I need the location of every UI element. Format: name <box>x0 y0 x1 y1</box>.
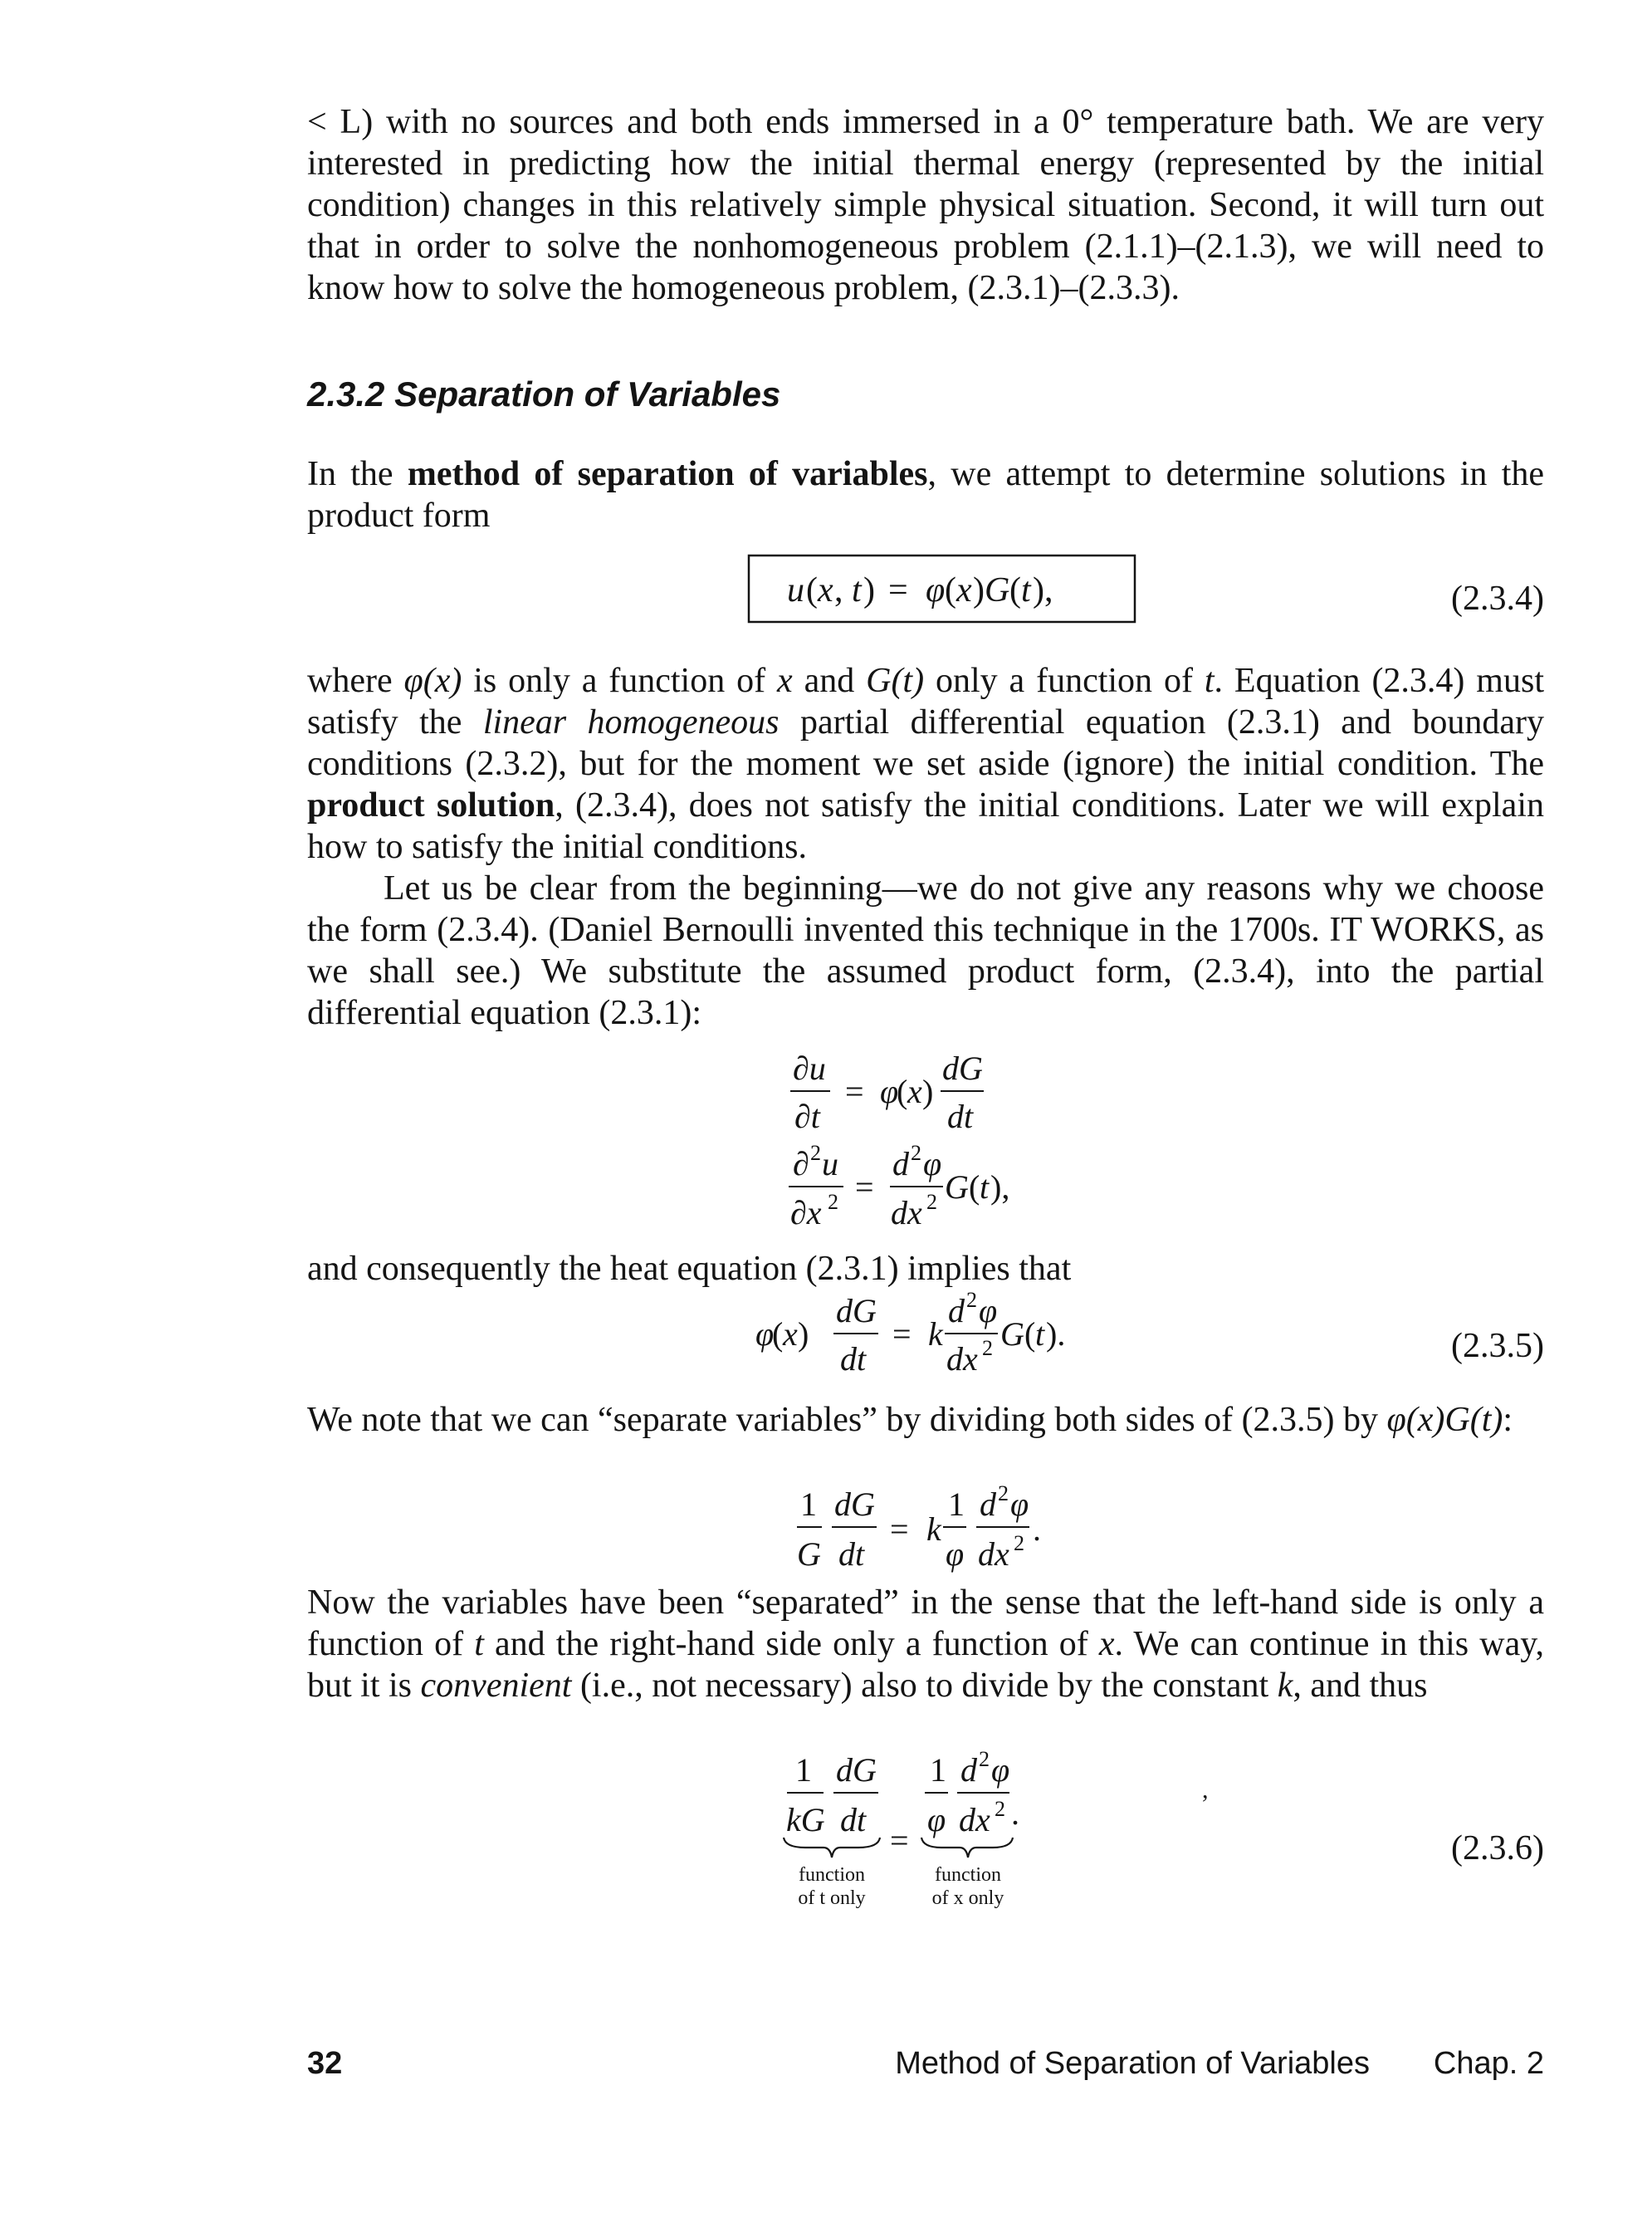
svg-text:φ: φ <box>946 1535 965 1573</box>
equation-number: (2.3.5) <box>1451 1327 1544 1365</box>
underbrace-right-line1: function <box>935 1864 1001 1886</box>
clear-paragraph: Let us be clear from the beginning—we do not give any reasons why we choose the form (2.3.4). (Daniel Bernoulli invented this technique in the 1700s. IT WORKS, as we shall see.) We substitute the assumed product form, (2.3.4), into the partial differential equation (2.3.1): <box>307 869 1544 1032</box>
underbrace-left-line2: of t only <box>798 1887 866 1909</box>
svg-text:=: = <box>888 571 908 609</box>
svg-text:),: ), <box>990 1168 1010 1206</box>
svg-text:.: . <box>1011 1794 1019 1832</box>
svg-text:1: 1 <box>800 1486 817 1523</box>
svg-text:=: = <box>845 1073 864 1110</box>
svg-text:(: ( <box>1024 1315 1036 1353</box>
svg-text:G: G <box>985 571 1010 609</box>
svg-text:dG: dG <box>836 1751 877 1789</box>
svg-text:=: = <box>855 1168 874 1206</box>
svg-text:∂u: ∂u <box>793 1050 826 1087</box>
svg-text:∂x: ∂x <box>790 1194 822 1231</box>
svg-text:2: 2 <box>810 1141 821 1165</box>
svg-text:(: ( <box>1009 571 1021 609</box>
svg-text:).: ). <box>1046 1315 1066 1353</box>
equation-number: (2.3.6) <box>1451 1829 1544 1867</box>
svg-text:u: u <box>822 1145 838 1182</box>
underbrace-right-line2: of x only <box>931 1887 1004 1909</box>
chapter-label: Chap. 2 <box>1433 2046 1544 2081</box>
section-heading: 2.3.2 Separation of Variables <box>307 374 781 414</box>
svg-text:): ) <box>973 571 985 609</box>
svg-text:x: x <box>956 571 972 609</box>
equation-2-3-4 <box>307 555 1544 638</box>
svg-text:(: ( <box>806 571 818 609</box>
intro-text: < L) with no sources and both ends immersed in a 0° temperature bath. We are very interested in predicting how the initial thermal energy (represented by the initial condition) changes in this relatively simple physical situation. Second, it will turn out that in order to solve the nonhomogeneous problem (2.1.1)–(2.1.3), we will need to know how to solve the homogeneous problem, (2.3.1)–(2.3.3). <box>307 103 1544 307</box>
term-linear-homogeneous: linear homogeneous <box>482 703 780 742</box>
svg-text:=: = <box>892 1315 912 1353</box>
svg-text:2: 2 <box>982 1336 993 1360</box>
svg-text:φ: φ <box>927 1801 946 1838</box>
svg-text:φ: φ <box>880 1073 899 1110</box>
svg-text:dG: dG <box>834 1486 875 1523</box>
svg-text:),: ), <box>1033 571 1053 609</box>
svg-text:kG: kG <box>786 1801 825 1838</box>
svg-text:x: x <box>818 571 833 609</box>
svg-text:(: ( <box>897 1073 908 1110</box>
svg-text:2: 2 <box>1014 1531 1024 1555</box>
svg-text:t: t <box>852 571 862 609</box>
svg-text:u: u <box>787 571 804 609</box>
svg-text:2: 2 <box>995 1797 1005 1821</box>
term-product-solution: product solution <box>307 786 555 825</box>
svg-text:,: , <box>834 571 843 609</box>
svg-text:): ) <box>863 571 875 609</box>
svg-text:G: G <box>797 1535 821 1573</box>
svg-text:d: d <box>980 1486 996 1523</box>
svg-text:x: x <box>783 1315 798 1353</box>
term-method: method of separation of variables <box>407 455 928 493</box>
running-title: Method of Separation of Variables <box>895 2046 1370 2081</box>
separated-equation <box>307 1482 1544 1582</box>
svg-text:dG: dG <box>836 1292 877 1329</box>
svg-text:2: 2 <box>979 1747 990 1771</box>
svg-text:d: d <box>960 1751 977 1789</box>
svg-text:2: 2 <box>998 1481 1009 1505</box>
svg-text:1: 1 <box>930 1751 946 1789</box>
svg-text:.: . <box>1033 1510 1041 1548</box>
consequently-paragraph: and consequently the heat equation (2.3.1) implies that <box>307 1250 1072 1288</box>
equation-2-3-5 <box>307 1289 1544 1385</box>
svg-text:dx: dx <box>978 1535 1009 1573</box>
method-paragraph: In the method of separation of variables, we attempt to determine solutions in the product form <box>307 455 1545 535</box>
svg-text:): ) <box>798 1315 809 1353</box>
svg-text:dt: dt <box>840 1340 867 1378</box>
svg-text:dt: dt <box>947 1098 974 1135</box>
svg-text:1: 1 <box>948 1486 965 1523</box>
svg-text:φ: φ <box>1010 1486 1029 1523</box>
svg-text:,: , <box>1202 1776 1209 1804</box>
svg-text:(: ( <box>945 571 956 609</box>
page-number: 32 <box>307 2046 343 2081</box>
svg-text:φ: φ <box>991 1751 1010 1789</box>
svg-text:t: t <box>1021 571 1031 609</box>
now-paragraph: Now the variables have been “separated” in the sense that the left-hand side is only a function of t and the right-hand side only a function of x. We can continue in this way, but it is convenient (i.e., not necessary) also to divide by the constant k, and thus <box>307 1583 1544 1705</box>
svg-text:dt: dt <box>840 1801 867 1838</box>
svg-text:): ) <box>922 1073 934 1110</box>
note-paragraph: We note that we can “separate variables” by dividing both sides of (2.3.5) by φ(x)G(t): <box>307 1401 1513 1439</box>
equation-2-3-6-formula <box>307 1748 1220 1914</box>
svg-text:dt: dt <box>838 1535 865 1573</box>
svg-text:φ: φ <box>755 1315 775 1353</box>
svg-text:1: 1 <box>795 1751 812 1789</box>
svg-text:d: d <box>892 1145 909 1182</box>
svg-text:2: 2 <box>828 1190 838 1214</box>
intro-paragraph <box>307 101 1544 309</box>
svg-text:k: k <box>926 1510 941 1548</box>
svg-text:2: 2 <box>966 1288 977 1312</box>
svg-text:∂t: ∂t <box>794 1098 820 1135</box>
equation-2-3-4-formula <box>307 555 1220 638</box>
svg-text:2: 2 <box>911 1141 921 1165</box>
svg-text:d: d <box>948 1292 965 1329</box>
svg-text:2: 2 <box>926 1190 937 1214</box>
separated-formula <box>307 1482 1220 1582</box>
svg-text:=: = <box>890 1510 909 1548</box>
svg-text:dx: dx <box>891 1194 922 1231</box>
where-paragraph: where φ(x) is only a function of x and G(t) only a function of t. Equation (2.3.4) must satisfy the linear homogeneous partial differential equation (2.3.1) and boundary conditions (2.3.2), but for the moment we set aside (ignore) the initial condition. The product solution, (2.3.4), does not satisfy the initial conditions. Later we will explain how to satisfy the initial conditions. Let us be clear from the beginning—we do not give any reasons why we choose the form (2.3.4). (Daniel Bernoulli invented this technique in the 1700s. IT WORKS, as we shall see.) We substitute the assumed product form, (2.3.4), into the partial differential equation (2.3.1): <box>307 662 1544 1032</box>
svg-text:dx: dx <box>959 1801 990 1838</box>
svg-text:G: G <box>945 1168 969 1206</box>
svg-text:dG: dG <box>942 1050 983 1087</box>
svg-text:φ: φ <box>926 571 946 609</box>
svg-text:G: G <box>1000 1315 1024 1353</box>
svg-text:k: k <box>928 1315 943 1353</box>
svg-text:φ: φ <box>923 1145 942 1182</box>
equation-2-3-5-formula <box>307 1289 1220 1385</box>
svg-text:φ: φ <box>979 1292 998 1329</box>
equation-number: (2.3.4) <box>1451 580 1544 618</box>
svg-text:t: t <box>1035 1315 1045 1353</box>
equation-2-3-6 <box>307 1748 1544 1914</box>
svg-text:(: ( <box>772 1315 784 1353</box>
derivative-equations <box>307 1048 1544 1247</box>
svg-text:t: t <box>980 1168 990 1206</box>
svg-text:=: = <box>890 1822 909 1859</box>
underbrace-left-line1: function <box>799 1864 865 1886</box>
derivative-formulas <box>307 1048 1220 1247</box>
svg-text:dx: dx <box>946 1340 978 1378</box>
svg-text:∂: ∂ <box>793 1145 809 1182</box>
svg-text:x: x <box>907 1073 922 1110</box>
svg-text:(: ( <box>969 1168 980 1206</box>
